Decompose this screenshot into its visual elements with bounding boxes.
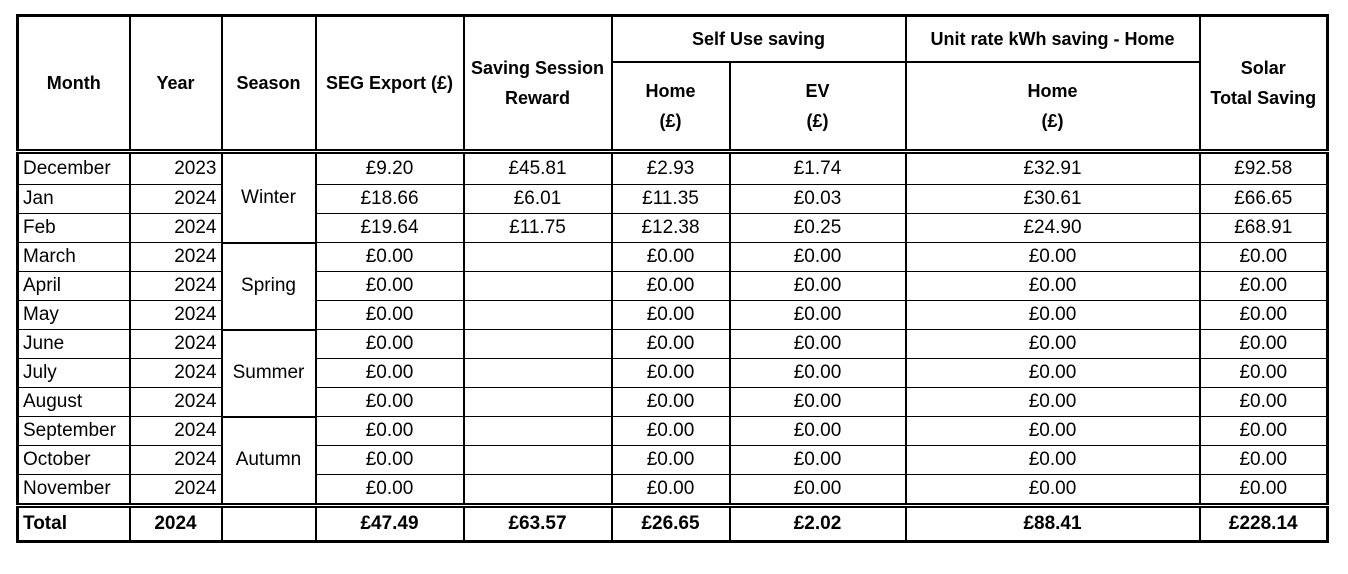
- cell-year: 2024: [130, 214, 222, 243]
- cell-solar-total: £0.00: [1200, 243, 1328, 272]
- cell-unit-rate-home: £0.00: [906, 301, 1200, 330]
- cell-self-use-home: £0.00: [612, 388, 730, 417]
- cell-seg-export: £0.00: [316, 330, 464, 359]
- cell-saving-session: £6.01: [464, 185, 612, 214]
- table-row: [18, 388, 1328, 417]
- cell-year: 2024: [130, 446, 222, 475]
- solar-savings-table: [16, 14, 1329, 543]
- table-row: [18, 243, 1328, 272]
- header-unit-home-label: Home: [1027, 81, 1078, 101]
- cell-seg-export: £0.00: [316, 272, 464, 301]
- cell-saving-session: £45.81: [464, 152, 612, 185]
- cell-saving-session: [464, 475, 612, 506]
- cell-seg-export: £19.64: [316, 214, 464, 243]
- cell-solar-total: £66.65: [1200, 185, 1328, 214]
- cell-self-use-home: £0.00: [612, 417, 730, 446]
- cell-season: Winter: [222, 152, 316, 243]
- cell-month: Feb: [18, 214, 130, 243]
- cell-unit-rate-home: £0.00: [906, 388, 1200, 417]
- cell-season: Autumn: [222, 417, 316, 506]
- cell-solar-total: £68.91: [1200, 214, 1328, 243]
- cell-unit-rate-home: £32.91: [906, 152, 1200, 185]
- cell-month: April: [18, 272, 130, 301]
- cell-saving-session: £11.75: [464, 214, 612, 243]
- cell-solar-total: £0.00: [1200, 446, 1328, 475]
- cell-self-use-home: £0.00: [612, 301, 730, 330]
- header-saving-session: [464, 16, 612, 152]
- cell-self-use-home: £11.35: [612, 185, 730, 214]
- cell-solar-total: £0.00: [1200, 330, 1328, 359]
- header-solar-line2: Total Saving: [1210, 88, 1317, 108]
- header-self-use-ev: [730, 62, 906, 152]
- cell-self-use-home: £0.00: [612, 475, 730, 506]
- cell-year: 2024: [130, 475, 222, 506]
- cell-seg-export: £18.66: [316, 185, 464, 214]
- cell-self-use-ev: £0.00: [730, 330, 906, 359]
- header-year: Year: [130, 16, 222, 152]
- cell-month: August: [18, 388, 130, 417]
- cell-self-use-ev: £0.00: [730, 359, 906, 388]
- cell-month: June: [18, 330, 130, 359]
- cell-season: Summer: [222, 330, 316, 417]
- table-row: [18, 214, 1328, 243]
- cell-month: September: [18, 417, 130, 446]
- cell-self-use-ev: £0.00: [730, 301, 906, 330]
- cell-solar-total: £0.00: [1200, 272, 1328, 301]
- header-month: Month: [18, 16, 130, 152]
- cell-year: 2024: [130, 417, 222, 446]
- cell-saving-session: [464, 243, 612, 272]
- table-row: [18, 272, 1328, 301]
- cell-self-use-ev: £0.00: [730, 272, 906, 301]
- total-saving-session: £63.57: [464, 506, 612, 542]
- total-self-use-home: £26.65: [612, 506, 730, 542]
- cell-solar-total: £92.58: [1200, 152, 1328, 185]
- table-row: [18, 417, 1328, 446]
- cell-self-use-ev: £1.74: [730, 152, 906, 185]
- cell-seg-export: £0.00: [316, 417, 464, 446]
- total-label: Total: [18, 506, 130, 542]
- cell-saving-session: [464, 446, 612, 475]
- cell-self-use-home: £0.00: [612, 272, 730, 301]
- header-season: Season: [222, 16, 316, 152]
- table-row: [18, 359, 1328, 388]
- cell-self-use-ev: £0.00: [730, 243, 906, 272]
- header-saving-session-line1: Saving Session: [470, 58, 605, 78]
- cell-year: 2024: [130, 330, 222, 359]
- header-saving-session-line2: Reward: [504, 88, 571, 108]
- header-seg-export: SEG Export (£): [316, 16, 464, 152]
- cell-year: 2024: [130, 243, 222, 272]
- cell-unit-rate-home: £0.00: [906, 446, 1200, 475]
- header-self-use-home: [612, 62, 730, 152]
- total-seg-export: £47.49: [316, 506, 464, 542]
- cell-solar-total: £0.00: [1200, 417, 1328, 446]
- cell-self-use-ev: £0.03: [730, 185, 906, 214]
- total-solar-total: £228.14: [1200, 506, 1328, 542]
- header-self-use-group: Self Use saving: [612, 16, 906, 63]
- table-row: [18, 446, 1328, 475]
- total-year: 2024: [130, 506, 222, 542]
- cell-saving-session: [464, 330, 612, 359]
- cell-self-use-ev: £0.00: [730, 388, 906, 417]
- total-self-use-ev: £2.02: [730, 506, 906, 542]
- cell-unit-rate-home: £0.00: [906, 272, 1200, 301]
- cell-season: Spring: [222, 243, 316, 330]
- cell-year: 2024: [130, 272, 222, 301]
- table-header: [18, 16, 1328, 152]
- cell-month: March: [18, 243, 130, 272]
- header-solar-total: [1200, 16, 1328, 152]
- cell-self-use-home: £12.38: [612, 214, 730, 243]
- cell-year: 2024: [130, 185, 222, 214]
- header-unit-home-unit: (£): [1041, 111, 1064, 131]
- savings-table-container: [16, 14, 1329, 543]
- cell-solar-total: £0.00: [1200, 388, 1328, 417]
- cell-self-use-ev: £0.00: [730, 417, 906, 446]
- cell-unit-rate-home: £24.90: [906, 214, 1200, 243]
- table-body: [18, 152, 1328, 542]
- cell-saving-session: [464, 417, 612, 446]
- total-unit-rate-home: £88.41: [906, 506, 1200, 542]
- cell-saving-session: [464, 388, 612, 417]
- cell-seg-export: £0.00: [316, 243, 464, 272]
- table-row: [18, 475, 1328, 506]
- cell-self-use-ev: £0.00: [730, 446, 906, 475]
- cell-month: December: [18, 152, 130, 185]
- cell-unit-rate-home: £30.61: [906, 185, 1200, 214]
- cell-unit-rate-home: £0.00: [906, 359, 1200, 388]
- header-ev-unit: (£): [806, 111, 829, 131]
- cell-unit-rate-home: £0.00: [906, 417, 1200, 446]
- header-unit-rate-home: [906, 62, 1200, 152]
- cell-saving-session: [464, 359, 612, 388]
- cell-unit-rate-home: £0.00: [906, 330, 1200, 359]
- cell-year: 2024: [130, 388, 222, 417]
- header-solar-line1: Solar: [1240, 58, 1286, 78]
- cell-unit-rate-home: £0.00: [906, 243, 1200, 272]
- cell-solar-total: £0.00: [1200, 359, 1328, 388]
- table-row: [18, 185, 1328, 214]
- cell-seg-export: £0.00: [316, 475, 464, 506]
- cell-seg-export: £0.00: [316, 301, 464, 330]
- cell-year: 2024: [130, 359, 222, 388]
- table-row: [18, 301, 1328, 330]
- cell-seg-export: £0.00: [316, 388, 464, 417]
- cell-unit-rate-home: £0.00: [906, 475, 1200, 506]
- cell-solar-total: £0.00: [1200, 301, 1328, 330]
- cell-self-use-home: £0.00: [612, 446, 730, 475]
- cell-month: Jan: [18, 185, 130, 214]
- header-home-unit: (£): [659, 111, 682, 131]
- cell-seg-export: £0.00: [316, 359, 464, 388]
- cell-self-use-home: £0.00: [612, 330, 730, 359]
- cell-month: May: [18, 301, 130, 330]
- cell-year: 2024: [130, 301, 222, 330]
- cell-self-use-home: £2.93: [612, 152, 730, 185]
- cell-self-use-ev: £0.25: [730, 214, 906, 243]
- header-ev-label: EV: [805, 81, 830, 101]
- cell-month: October: [18, 446, 130, 475]
- total-season: [222, 506, 316, 542]
- cell-month: November: [18, 475, 130, 506]
- cell-self-use-home: £0.00: [612, 243, 730, 272]
- total-row: [18, 506, 1328, 542]
- table-row: [18, 330, 1328, 359]
- cell-year: 2023: [130, 152, 222, 185]
- cell-saving-session: [464, 301, 612, 330]
- header-unit-rate-group: Unit rate kWh saving - Home: [906, 16, 1200, 63]
- cell-month: July: [18, 359, 130, 388]
- table-row: [18, 152, 1328, 185]
- cell-self-use-ev: £0.00: [730, 475, 906, 506]
- cell-seg-export: £0.00: [316, 446, 464, 475]
- cell-self-use-home: £0.00: [612, 359, 730, 388]
- cell-solar-total: £0.00: [1200, 475, 1328, 506]
- cell-seg-export: £9.20: [316, 152, 464, 185]
- cell-saving-session: [464, 272, 612, 301]
- header-home-label: Home: [645, 81, 696, 101]
